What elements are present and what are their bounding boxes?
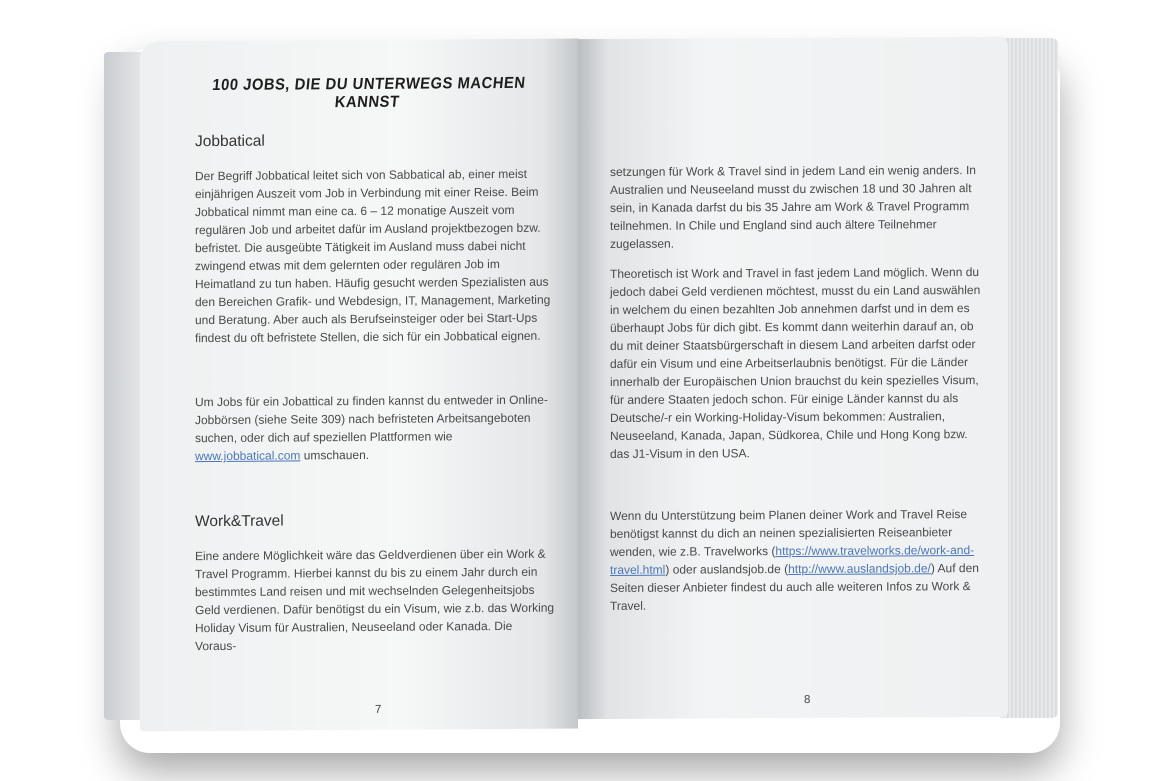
paragraph-text: Der Begriff Jobbatical leitet sich von Sabbatical ab, einer meist einjährigen Auszeit vom Job in Verbindung mit einer Reise. Beim Jobbatical nimmt man eine ca. 6 – 12 monatige Auszeit vom regulären Job und arbeitet dafür im Ausland projektbezogen bzw. befristet. Die ausgeübte Tätigkeit im Ausland muss dabei nicht zwingend etwas mit dem gelernten oder regulären Job im Heimatland zu tun haben. Häufig gesucht werden Spezialisten aus den Bereichen Grafik- und Webdesign, IT, Management, Marketing und Beratung. Aber auch als Berufseinsteiger oder bei Start-Ups findest du oft befristete Stellen, die sich für ein Jobbatical eignen. [195,166,551,346]
paragraph-right-1 [610,161,990,253]
right-page [578,37,1008,719]
paragraph-text-r1: setzungen für Work & Travel sind in jedem Land ein wenig anders. In Australien und Neuseeland musst du zwischen 18 und 30 Jahren alt sein, in Kanada darfst du bis 35 Jahre am Work & Travel Programm teilnehmen. In Chile und England sind auch ältere Teilnehmer zugelassen. [610,163,976,251]
chapter-title: 100 JOBS, DIE DU UNTERWEGS MACHEN KANNST [211,74,527,112]
page-number-left: 7 [375,703,382,716]
text-before-link: Um Jobs für ein Jobattical zu finden kannst du entweder in Online-Jobbörsen (siehe Seite 309) nach befristeten Arbeitsangeboten suchen, oder dich auf speziellen Plattformen wie [195,392,548,446]
page-number-right: 8 [804,693,811,706]
paragraph-text-r2: Theoretisch ist Work and Travel in fast jedem Land möglich. Wenn du jedoch dabei Geld verdienen möchtest, musst du ein Land auswählen in welchem du einen bezahlten Job annehmen darfst und in dem es überhaupt Jobs für dich gibt. Es kommt dann weiterhin darauf an, ob du mit deiner Staatsbürgerschaft in diesem Land arbeiten darfst oder dafür ein Visum und eine Arbeitserlaubnis benötigst. Für die Länder innerhalb der Europäischen Union brauchst du kein spezielles Visum, für andere Staaten jedoch schon. Für einige Länder kannst du als Deutsche/-r ein Working-Holiday-Visum bekommen: Australien, Neuseeland, Kanada, Japan, Südkorea, Chile und Hong Kong bzw. das J1-Visum in den USA. [610,265,981,461]
paragraph-right-2 [610,263,990,463]
text-r3-middle: ) oder auslandsjob.de ( [665,562,789,577]
paragraph-worktravel [195,545,555,656]
text-after-link: umschauen. [300,447,370,463]
paragraph-right-3 [610,505,990,615]
section-heading-jobbatical: Jobbatical [195,132,265,151]
travelworks-link[interactable]: https://www.travelworks.de/work-and-travel.html [610,543,975,577]
page-edges [1000,38,1058,718]
auslandsjob-link[interactable]: http://www.auslandsjob.de/ [788,561,931,577]
paragraph-text-2 [195,391,555,466]
paragraph-text-r3 [610,505,990,615]
left-page [140,38,578,731]
paragraph-text-3: Eine andere Möglichkeit wäre das Geldverdienen über ein Work & Travel Programm. Hierbei kannst du bis zu einem Jahr durch ein bestimmtes Land reisen und mit wechselnden Gelegenheitsjobs Geld verdienen. Dafür benötigst du ein Visum, wie z.b. das Working Holiday Visum für Australien, Neuseeland oder Kanada. Die Voraus- [195,546,555,654]
text-r3-before: Wenn du Unterstützung beim Planen deiner Work and Travel Reise benötigst kannst du dich an neinen spezialisierten Reiseanbieter wenden, wie z.B. Travelworks ( [610,507,968,559]
section-heading-worktravel: Work&Travel [195,512,284,531]
text-r3-after: ) Auf den Seiten dieser Anbieter findest du auch alle weiteren Infos zu Work & Travel. [610,561,979,613]
book-cover-edge [104,52,144,720]
paragraph-jobbatical-2 [195,391,555,466]
jobbatical-link[interactable]: www.jobbatical.com [195,448,301,464]
paragraph-jobbatical-1 [195,165,555,348]
